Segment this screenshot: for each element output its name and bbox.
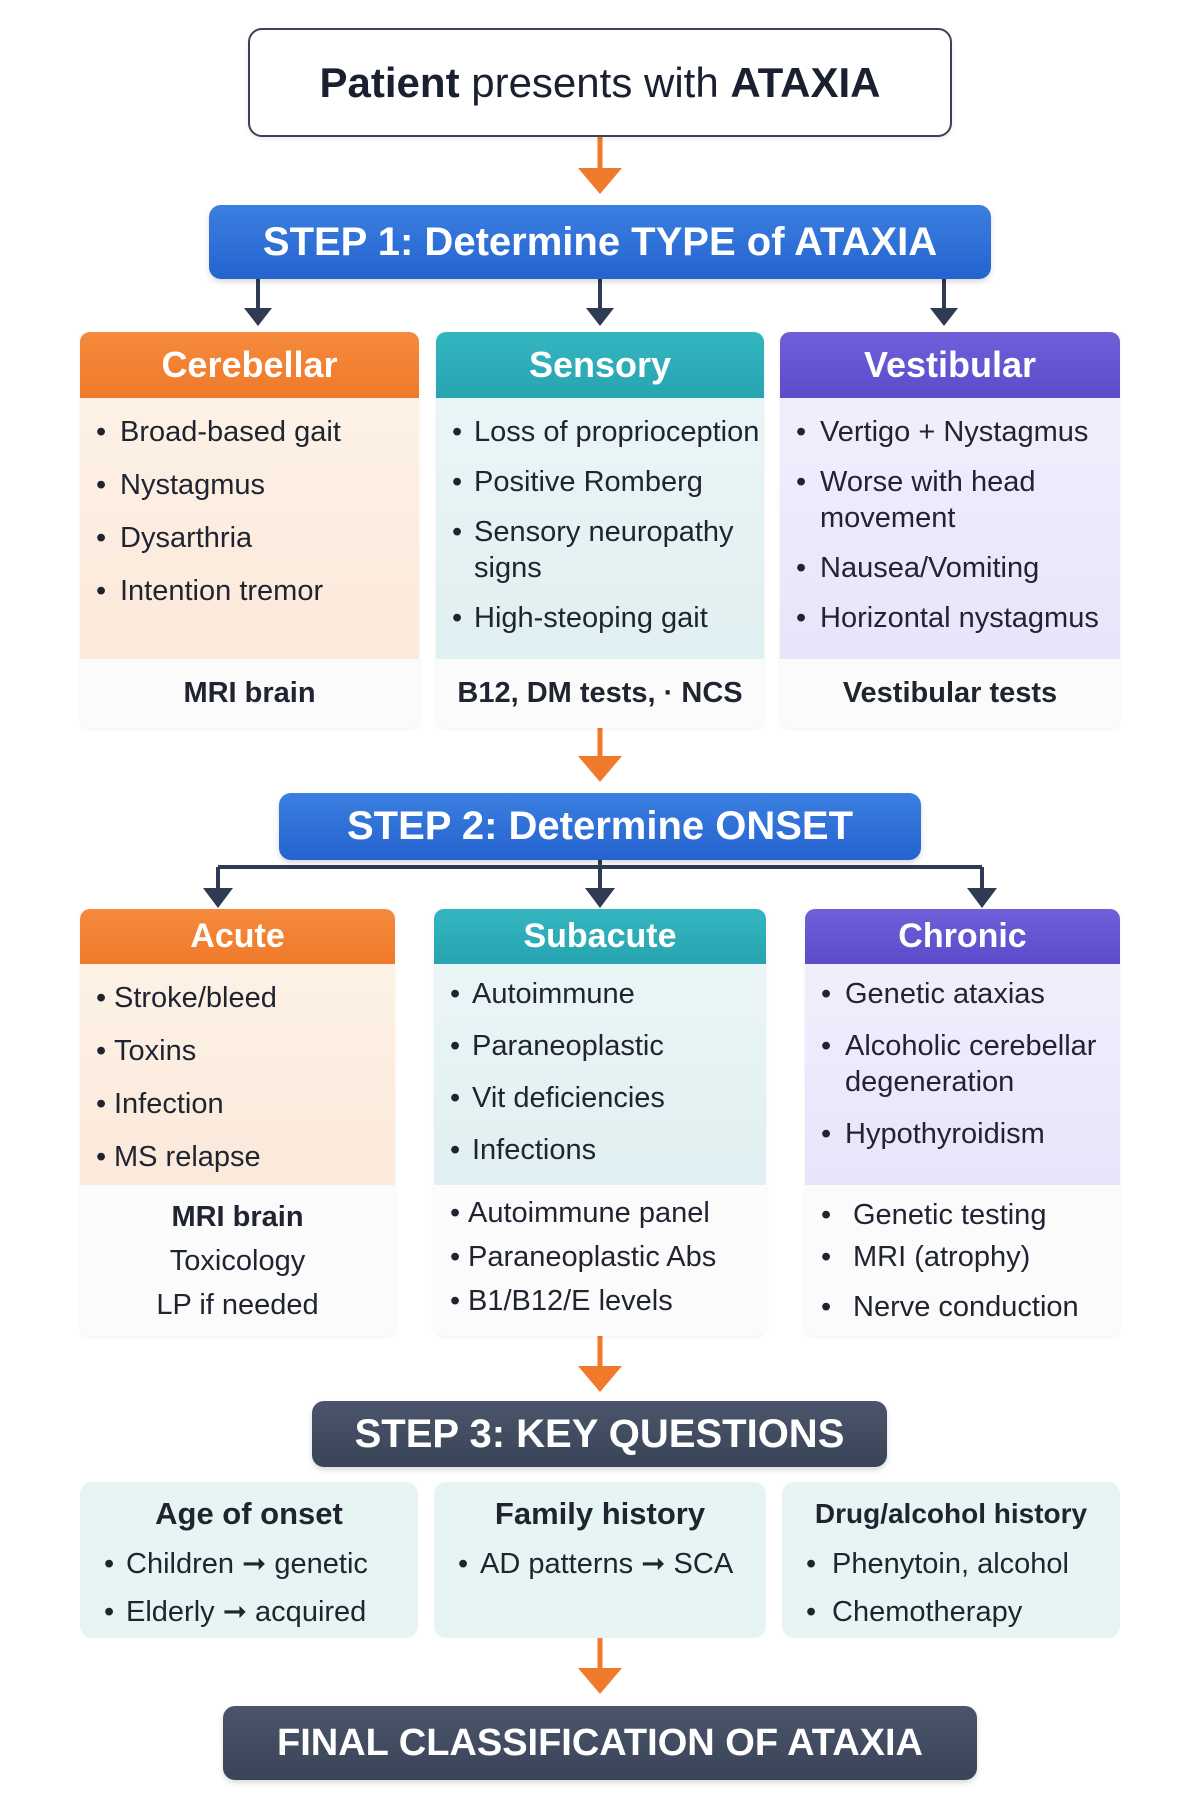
- list-item: • B1/B12/E levels: [434, 1283, 756, 1319]
- vestibular-tests: [780, 659, 1120, 728]
- list-item: • Hypothyroidism: [805, 1116, 1110, 1152]
- list-item: • Loss of proprioception: [436, 414, 764, 450]
- start-bold-word: Patient: [319, 58, 460, 106]
- vestibular-card: [780, 332, 1120, 728]
- cerebellar-title: Cerebellar: [80, 332, 419, 398]
- vestibular-tests-text: Vestibular tests: [842, 677, 1058, 709]
- acute-tests: [80, 1185, 395, 1336]
- chronic-card: [805, 909, 1120, 1336]
- age-of-onset-title: Age of onset: [155, 1496, 343, 1531]
- list-item: • MS relapse: [80, 1139, 385, 1175]
- vestibular-title: Vestibular: [780, 332, 1120, 398]
- drug-alcohol-history-card: [782, 1482, 1120, 1638]
- step2-title: STEP 2: Determine ONSET: [346, 804, 854, 848]
- list-item: • Infection: [80, 1086, 385, 1122]
- list-item: • Paraneoplastic: [434, 1028, 756, 1064]
- list-item: • High-steoping gait: [436, 600, 764, 636]
- acute-test: Toxicology: [169, 1244, 306, 1277]
- list-item: • AD patterns ➞ SCA: [434, 1540, 766, 1588]
- start-ataxia: ATAXIA: [730, 58, 881, 106]
- step2-banner: [279, 793, 921, 860]
- acute-title: Acute: [80, 909, 395, 964]
- sensory-features: [436, 398, 764, 659]
- list-item: • Toxins: [80, 1033, 385, 1069]
- sensory-title: Sensory: [436, 332, 764, 398]
- cerebellar-card: [80, 332, 419, 728]
- list-item: • Chemotherapy: [782, 1588, 1120, 1636]
- list-item: • Elderly ➞ acquired: [80, 1588, 418, 1636]
- sensory-card: [436, 332, 764, 728]
- subacute-tests: [434, 1185, 766, 1336]
- list-item: • Stroke/bleed: [80, 980, 385, 1016]
- step3-banner: [312, 1401, 887, 1467]
- list-item: • Genetic ataxias: [805, 976, 1110, 1012]
- start-box: [248, 28, 952, 137]
- family-history-title: Family history: [494, 1496, 706, 1531]
- subacute-card: [434, 909, 766, 1336]
- list-item: • Alcoholic cerebellar degeneration: [805, 1028, 1110, 1100]
- chronic-title: Chronic: [805, 909, 1120, 964]
- list-item: • Genetic testing: [805, 1197, 1110, 1233]
- chronic-tests: [805, 1185, 1120, 1336]
- list-item: • Nausea/Vomiting: [780, 550, 1110, 586]
- list-item: • Nerve conduction: [805, 1289, 1110, 1325]
- family-history-card: [434, 1482, 766, 1638]
- list-item: • Intention tremor: [80, 573, 409, 609]
- list-item: • Autoimmune: [434, 976, 756, 1012]
- subacute-causes: [434, 964, 766, 1185]
- list-item: • Vertigo + Nystagmus: [780, 414, 1110, 450]
- acute-test: MRI brain: [171, 1200, 304, 1233]
- final-classification-banner: [223, 1706, 977, 1780]
- acute-causes: [80, 964, 395, 1185]
- cerebellar-tests: [80, 659, 419, 728]
- chronic-causes: [805, 964, 1120, 1185]
- list-item: • Worse with head movement: [780, 464, 1110, 536]
- list-item: • Paraneoplastic Abs: [434, 1239, 756, 1275]
- sensory-tests: [436, 659, 764, 728]
- cerebellar-tests-text: MRI brain: [183, 677, 316, 709]
- list-item: • Broad-based gait: [80, 414, 409, 450]
- list-item: • Phenytoin, alcohol: [782, 1540, 1120, 1588]
- list-item: • Autoimmune panel: [434, 1195, 756, 1231]
- list-item: • MRI (atrophy): [805, 1239, 1110, 1275]
- age-of-onset-card: [80, 1482, 418, 1638]
- acute-card: [80, 909, 395, 1336]
- sensory-tests-text: B12, DM tests, · NCS: [457, 677, 743, 709]
- cerebellar-features: [80, 398, 419, 659]
- subacute-title: Subacute: [434, 909, 766, 964]
- list-item: • Dysarthria: [80, 520, 409, 556]
- step1-banner: [209, 205, 991, 279]
- vestibular-features: [780, 398, 1120, 659]
- drug-alcohol-history-title: Drug/alcohol history: [814, 1498, 1088, 1529]
- step3-title: STEP 3: KEY QUESTIONS: [354, 1411, 845, 1456]
- start-text: presents with: [459, 58, 731, 106]
- list-item: • Horizontal nystagmus: [780, 600, 1110, 636]
- list-item: • Children ➞ genetic: [80, 1540, 418, 1588]
- list-item: • Sensory neuropathy signs: [436, 514, 764, 586]
- list-item: • Positive Romberg: [436, 464, 764, 500]
- list-item: • Infections: [434, 1132, 756, 1168]
- step1-title: STEP 1: Determine TYPE of ATAXIA: [262, 219, 938, 264]
- list-item: • Vit deficiencies: [434, 1080, 756, 1116]
- list-item: • Nystagmus: [80, 467, 409, 503]
- final-title: FINAL CLASSIFICATION OF ATAXIA: [277, 1721, 923, 1764]
- acute-test: LP if needed: [156, 1288, 319, 1321]
